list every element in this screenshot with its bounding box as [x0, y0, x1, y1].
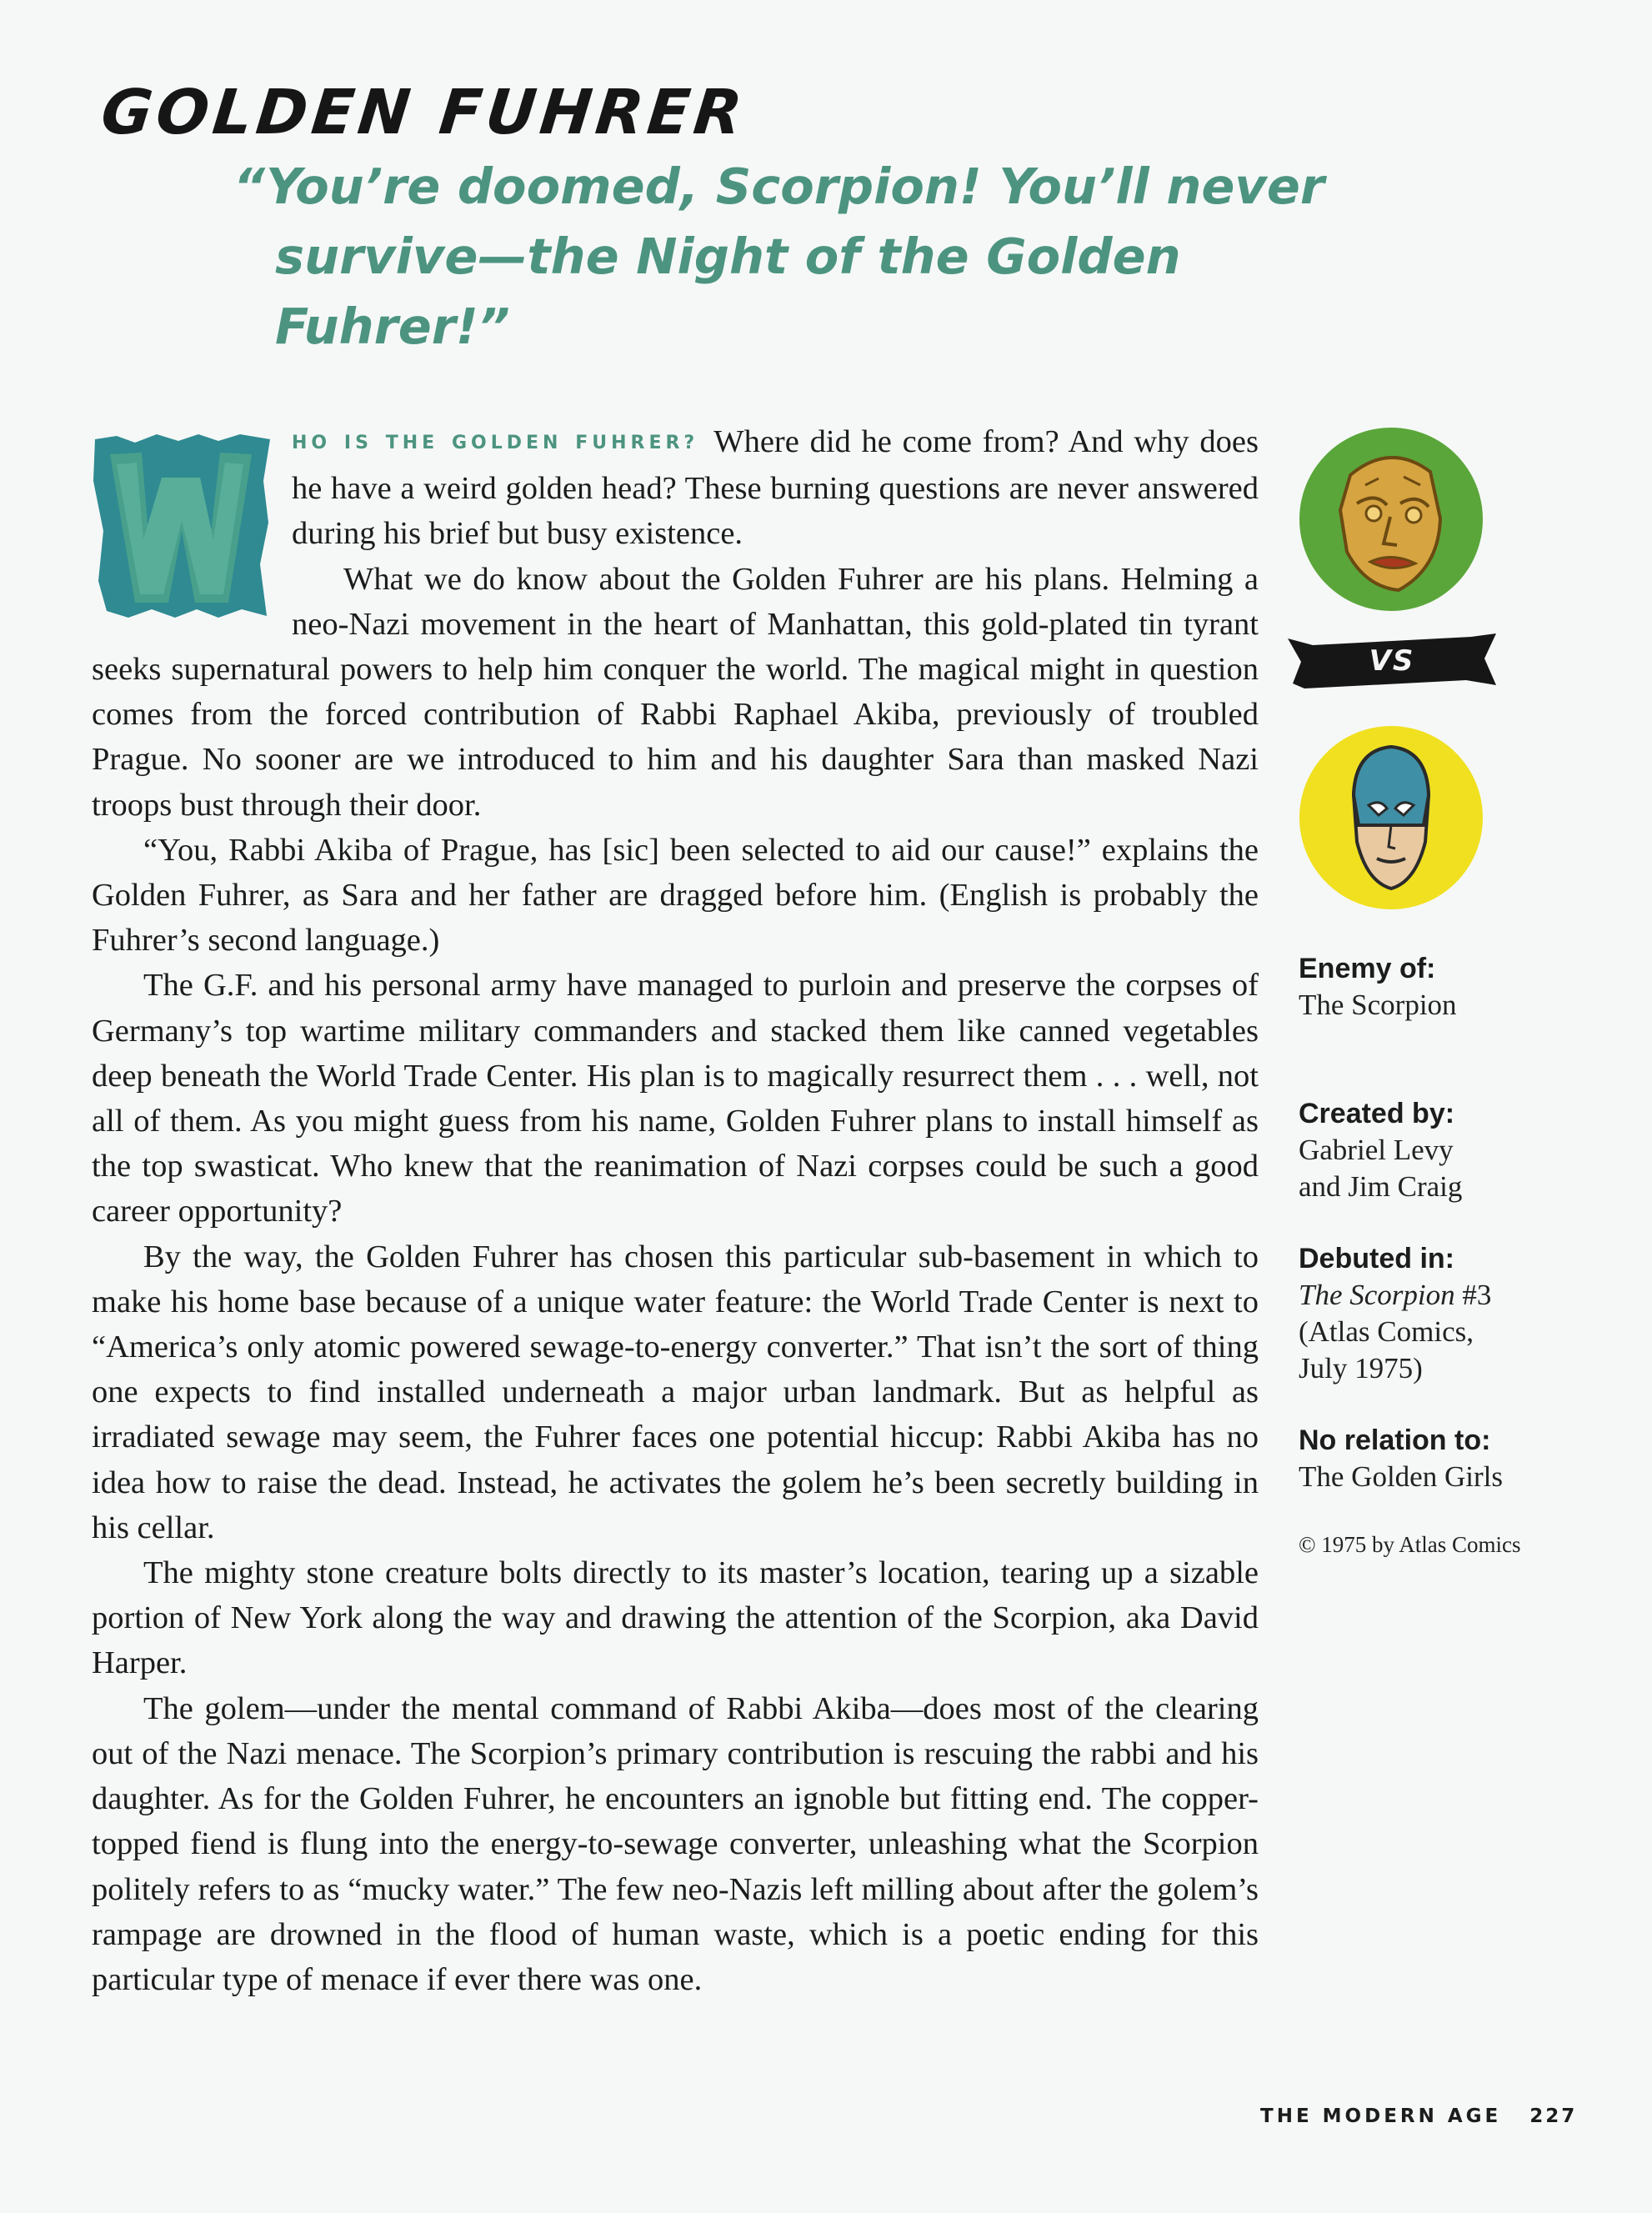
dropcap-w-graphic	[92, 431, 273, 621]
paragraph-6: The mighty stone creature bolts directly to its master’s location, tearing up a sizable portion of New York along the way and drawing the attention of the Scorpion, aka David Harper.	[92, 1555, 1259, 1681]
fact-enemy-value: The Scorpion	[1299, 989, 1457, 1021]
pull-quote	[233, 152, 1417, 362]
fact-created	[1299, 1095, 1565, 1205]
fact-enemy-label: Enemy of:	[1299, 953, 1436, 984]
scorpion-mask-icon	[1299, 725, 1484, 910]
fact-created-line-2: and Jim Craig	[1299, 1170, 1463, 1203]
paragraph-2: What we do know about the Golden Fuhrer are his plans. Helming a neo-Nazi movement in the heart of Manhattan, this gold-plated tin tyrant seeks supernatural powers to help him conquer the world. The magical might in question comes from the forced contribution of Rabbi Raphael Akiba, previously of troubled Prague. No sooner are we introduced to him and his daughter Sara than masked Nazi troops bust through their door.	[92, 561, 1259, 823]
golden-fuhrer-portrait	[1299, 427, 1484, 612]
fact-created-label: Created by:	[1299, 1098, 1455, 1129]
fact-debut-label: Debuted in:	[1299, 1243, 1454, 1274]
pull-quote-line-1: “You’re doomed, Scorpion! You’ll never	[233, 158, 1324, 215]
vs-banner	[1288, 633, 1496, 688]
copyright-notice: © 1975 by Atlas Comics	[1299, 1532, 1521, 1557]
paragraph-4: The G.F. and his personal army have managed to purloin and preserve the corpses of Germany’s top wartime military commanders and stacked them like canned vegetables deep beneath the World Trade Center. His plan is to magically resurrect them . . . well, not all of them. As you might guess from his name, Golden Fuhrer plans to install himself as the top swasticat. Who knew that the reanimation of Nazi corpses could be such a good career opportunity?	[92, 968, 1259, 1229]
fact-relation-value: The Golden Girls	[1299, 1460, 1503, 1493]
fact-created-line-1: Gabriel Levy	[1299, 1134, 1454, 1166]
article-body	[92, 419, 1259, 2002]
vs-label: VS	[1369, 644, 1415, 678]
fact-debut-line-3: July 1975)	[1299, 1352, 1423, 1384]
golden-fuhrer-face-icon	[1299, 427, 1484, 612]
fact-debut-title: The Scorpion	[1299, 1279, 1455, 1311]
fact-debut-line-1	[1299, 1277, 1565, 1314]
footer-section-title: THE MODERN AGE	[1260, 2105, 1502, 2127]
dropcap-letter: W	[178, 549, 187, 558]
fact-debut	[1299, 1240, 1565, 1387]
scorpion-portrait	[1299, 725, 1484, 910]
paragraph-3: “You, Rabbi Akiba of Prague, has [sic] been selected to aid our cause!” explains the Golden Fuhrer, as Sara and her father are dragged before him. (English is probably the Fuhrer’s second language.)	[92, 832, 1259, 959]
article-title: GOLDEN FUHRER	[98, 77, 750, 148]
dropcap-w	[92, 431, 273, 621]
paragraph-7: The golem—under the mental command of Rabbi Akiba—does most of the clearing out of the Nazi menace. The Scorpion’s primary contribution is rescuing the rabbi and his daughter. As for the Golden Fuhrer, he encounters an ignoble but fitting end. The copper-topped fiend is flung into the energy-to-sewage converter, unleashing what the Scorpion politely refers to as “mucky water.” The few neo-Nazis left milling about after the golem’s rampage are drowned in the flood of human waste, which is a poetic ending for this particular type of menace if ever there was one.	[92, 1690, 1259, 1997]
paragraph-5: By the way, the Golden Fuhrer has chosen this particular sub-basement in which to make his home base because of a unique water feature: the World Trade Center is next to “America’s only atomic powered sewage-to-energy converter.” That isn’t the sort of thing one expects to find installed underneath a major urban landmark. But as helpful as irradiated sewage may seem, the Fuhrer faces one potential hiccup: Rabbi Akiba has no idea how to raise the dead. Instead, he activates the golem he’s been secretly building in his cellar.	[92, 1239, 1259, 1545]
fact-debut-line-2: (Atlas Comics,	[1299, 1315, 1474, 1348]
fact-relation	[1299, 1422, 1565, 1495]
fact-debut-issue: #3	[1454, 1279, 1492, 1311]
paragraph-1-text: Where did he come from? And why does he have a weird golden head? These burning questions are never answered during his brief but busy existence.	[292, 424, 1259, 552]
fact-relation-label: No relation to:	[1299, 1424, 1491, 1456]
page-number: 227	[1529, 2105, 1578, 2127]
fact-enemy	[1299, 950, 1565, 1024]
page-footer	[1260, 2105, 1577, 2127]
pull-quote-line-2: survive—the Night of the Golden Fuhrer!”	[275, 228, 1181, 355]
lead-in: HO IS THE GOLDEN FUHRER?	[292, 433, 699, 453]
